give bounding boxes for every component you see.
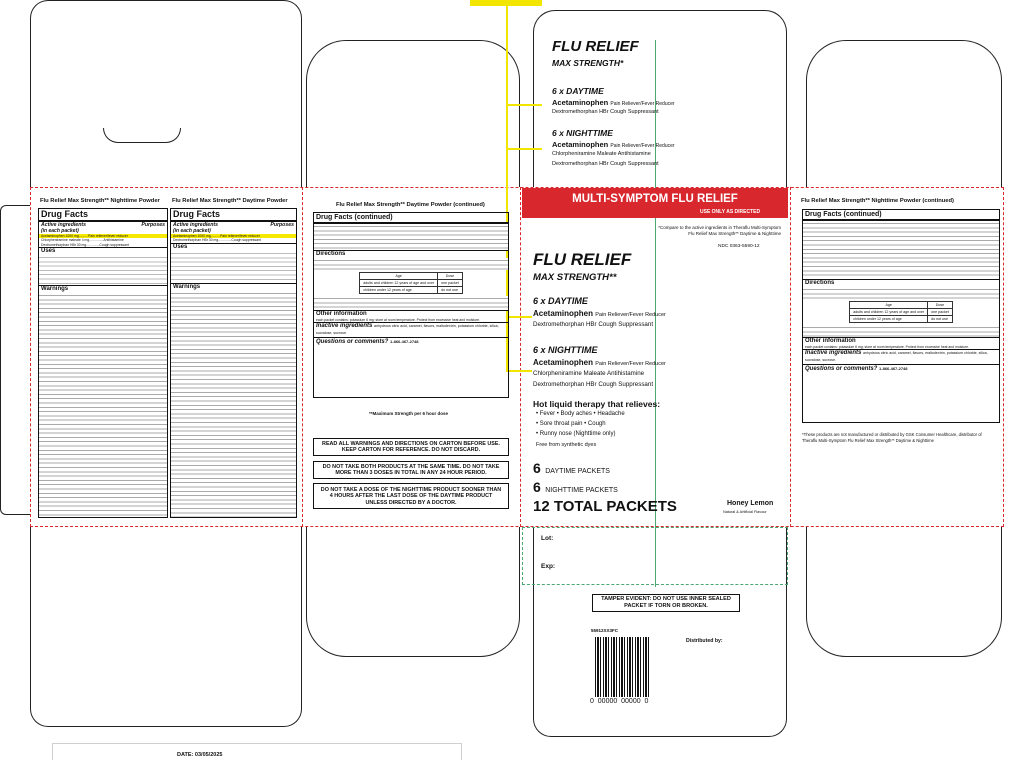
flap-slot [103, 128, 181, 143]
df-active-sub-2: (in each packet) [173, 228, 211, 234]
df-purposes: Purposes [141, 222, 165, 228]
ing-row-2: Chlorpheniramine maleate 4 mg...............Antihistamine [41, 238, 124, 243]
ing-row-1: Acetaminophen 1000 mg..........Pain reliever/fever reducer [39, 234, 167, 238]
mid-bottom-flap [306, 527, 520, 657]
df-directions-2: Directions [803, 279, 999, 287]
distributor-note: *These products are not manufactured or distributed by GSK Consumer Healthcare, distributor of Theraflu Multi-Symptom Flu Relief Max Strength** Daytime & Nighttime [802, 432, 982, 443]
tamper-box: TAMPER EVIDENT: DO NOT USE INNER SEALED PACKET IF TORN OR BROKEN. [592, 594, 740, 612]
inactive2-text: anhydrous citric acid, caramel, flavors, maltodextrin, potassium chloride, silica, sucralose, sucrose. [805, 351, 988, 363]
dose-dose-head: Dose [438, 273, 463, 280]
uses-text-2 [171, 251, 296, 283]
front-dxm-2: Dextromethorphan HBr Cough Suppressant [533, 381, 654, 388]
df-phone-2: 1-866-467-2748 [879, 366, 908, 372]
df-other-2: Other information [803, 337, 999, 345]
df-questions-2: Questions or comments? [805, 366, 878, 373]
warning-box-1: READ ALL WARNINGS AND DIRECTIONS ON CARTON BEFORE USE. KEEP CARTON FOR REFERENCE. DO NOT DISCARD. [313, 438, 509, 456]
front-day: 6 x DAYTIME [533, 296, 588, 306]
df-active: Active ingredients [41, 222, 86, 228]
warnings-text-2 [171, 291, 296, 518]
uses-text [39, 255, 167, 285]
df-other: Other information [314, 310, 508, 318]
lot-label: Lot: [541, 535, 554, 542]
daytime-drug-facts [170, 208, 297, 518]
directions2-text-2 [803, 325, 999, 337]
callout-line-4 [506, 370, 532, 372]
nighttime-df-continued [802, 209, 1000, 423]
df-active-sub: (in each packet) [41, 228, 79, 234]
day-ing-row-1: Acetaminophen 1000 mg..........Pain reliever/fever reducer [171, 234, 296, 238]
panel1-title: Flu Relief Max Strength** Nighttime Powder [40, 198, 160, 204]
front-brand: FLU RELIEF [533, 250, 632, 269]
max-strength-note: **Maximum Strength per 6 hour dose [369, 411, 449, 416]
total-packets: 12 TOTAL PACKETS [533, 498, 677, 515]
symptom-2: • Sore throat pain • Cough [536, 421, 606, 427]
df-purposes-2: Purposes [270, 222, 294, 228]
front-band-title: MULTI-SYMPTOM FLU RELIEF [572, 193, 738, 205]
top-acet-2: Acetaminophen Pain Reliever/Fever Reducer [552, 140, 675, 149]
directions2-text [803, 287, 999, 299]
symptom-1: • Fever • Body aches • Headache [536, 411, 625, 417]
panel3-title: Flu Relief Max Strength** Daytime Powder (continued) [336, 202, 485, 208]
daytime-df-continued [313, 212, 509, 398]
warning-box-3: DO NOT TAKE A DOSE OF THE NIGHTTIME PRODUCT SOONER THAN 4 HOURS AFTER THE LAST DOSE OF THE DAYTIME PRODUCT UNLESS DIRECTED BY A DOCTOR. [313, 483, 509, 509]
front-compare: *Compare to the active ingredients in Theraflu Multi-Symptom Flu Relief Max Strength** Daytime & Nighttime [658, 225, 781, 236]
panel5-title: Flu Relief Max Strength** Nighttime Powder (continued) [801, 198, 954, 204]
nighttime-drug-facts [38, 208, 168, 518]
df-title-cont-2: Drug Facts (continued) [803, 210, 999, 221]
directions-text-2 [314, 296, 508, 310]
day-packets: 6 DAYTIME PACKETS [533, 460, 610, 476]
top-dxm: Dextromethorphan HBr Cough Suppressant [552, 109, 659, 115]
df-uses: Uses [39, 247, 167, 255]
night-packets: 6 NIGHTTIME PACKETS [533, 479, 618, 495]
front-free: Free from synthetic dyes [536, 442, 597, 448]
dose2-age-head: Age [850, 302, 928, 309]
questions-row [314, 337, 508, 346]
fold-line-2 [520, 187, 521, 527]
date-label: DATE: 03/05/2025 [177, 752, 223, 758]
dose-age-1: adults and children 12 years of age and over [360, 280, 438, 287]
inactive-text: anhydrous citric acid, caramel, flavors, maltodextrin, potassium chloride, silica, sucralose, sucrose. [316, 324, 499, 336]
front-night: 6 x NIGHTTIME [533, 345, 598, 355]
df-title-2: Drug Facts [171, 209, 296, 222]
warnings-text [39, 293, 167, 518]
dose-dose-2: do not use [438, 287, 463, 294]
right-top-flap [806, 40, 1002, 187]
df-title: Drug Facts [39, 209, 167, 222]
side-tab-left [0, 205, 34, 515]
left-top-flap [30, 0, 302, 187]
dose2-age-1: adults and children 12 years of age and over [850, 309, 928, 316]
mid-top-flap [306, 40, 520, 187]
ing-row-3: Dextromethorphan HBr 30 mg..............Cough suppressant [41, 242, 129, 247]
inactive-row [314, 322, 508, 337]
front-ndc: NDC 0363-5590-12 [718, 244, 760, 249]
left-bottom-flap [30, 527, 302, 727]
item-code: 55912XX3FC [591, 628, 619, 633]
dose2-dose-1: one packet [928, 309, 953, 316]
exp-label: Exp: [541, 563, 556, 570]
dose2-dose-2: do not use [928, 316, 953, 323]
top-strength: MAX STRENGTH* [552, 58, 624, 68]
fold-line-1 [302, 187, 303, 527]
cont-warn-text [314, 224, 508, 250]
front-strength: MAX STRENGTH** [533, 272, 617, 283]
top-night: 6 x NIGHTTIME [552, 128, 613, 138]
front-chlor: Chlorpheniramine Maleate Antihistamine [533, 370, 645, 377]
front-dxm-1: Dextromethorphan HBr Cough Suppressant [533, 321, 654, 328]
inactive-row-2 [803, 349, 999, 364]
df-phone: 1-866-467-2748 [390, 339, 419, 345]
right-bottom-flap [806, 527, 1002, 657]
df-title-cont: Drug Facts (continued) [314, 213, 508, 224]
barcode-digits: 0 00000 00000 0 [590, 698, 649, 705]
fold-line-3 [790, 187, 791, 527]
barcode [595, 637, 649, 697]
warning-box-2: DO NOT TAKE BOTH PRODUCTS AT THE SAME TIME. DO NOT TAKE MORE THAN 3 DOSES IN TOTAL IN ANY 24 HOUR PERIOD. [313, 461, 509, 479]
top-chlor: Chlorpheniramine Maleate Antihistamine [552, 151, 651, 157]
dose-dose-1: one packet [438, 280, 463, 287]
flavor: Honey Lemon [727, 500, 774, 507]
dose2-age-2: children under 12 years of age [850, 316, 928, 323]
questions-row-2 [803, 364, 999, 373]
df-warnings: Warnings [39, 285, 167, 293]
day-ing-row-2: Dextromethorphan HBr 30 mg..............Cough suppressant [173, 238, 261, 243]
df-active-2: Active ingredients [173, 222, 218, 228]
panel2-title: Flu Relief Max Strength** Daytime Powder [172, 198, 288, 204]
callout-line-3 [506, 316, 532, 318]
df-inactive-2: Inactive ingredients [805, 350, 862, 357]
other2-text: each packet contains: potassium 6 mg; store at room temperature. Protect from excessive heat and moisture. [805, 345, 969, 349]
flavor-sub: Natural & Artificial Flavour [723, 510, 767, 514]
dose-table [359, 272, 463, 294]
df-questions: Questions or comments? [316, 339, 389, 346]
callout-line-2 [506, 148, 542, 150]
df-uses-2: Uses [171, 243, 296, 251]
top-day: 6 x DAYTIME [552, 86, 604, 96]
top-acet-1: Acetaminophen Pain Reliever/Fever Reducer [552, 98, 675, 107]
symptom-3: • Runny nose (Nighttime only) [536, 431, 616, 437]
df-inactive: Inactive ingredients [316, 323, 373, 330]
directions-text [314, 258, 508, 270]
dose-age-2: children under 12 years of age [360, 287, 438, 294]
green-guide-box [522, 527, 788, 585]
df-directions: Directions [314, 250, 508, 258]
dose-age-head: Age [360, 273, 438, 280]
distributed-by: Distributed by: [686, 638, 723, 644]
callout-line-1 [506, 104, 542, 106]
front-acet-1: Acetaminophen Pain Reliever/Fever Reducer [533, 309, 666, 318]
front-hot: Hot liquid therapy that relieves: [533, 399, 661, 409]
other-text: each packet contains: potassium 6 mg; store at room temperature. Protect from excessive heat and moisture. [316, 318, 480, 322]
dose-table-2 [849, 301, 953, 323]
front-band-sub: USE ONLY AS DIRECTED [700, 209, 761, 215]
top-brand: FLU RELIEF [552, 38, 639, 55]
date-box [52, 743, 462, 760]
dose2-dose-head: Dose [928, 302, 953, 309]
front-acet-2: Acetaminophen Pain Reliever/Fever Reducer [533, 358, 666, 367]
cont2-warn-text [803, 221, 999, 279]
top-dxm-2: Dextromethorphan HBr Cough Suppressant [552, 161, 659, 167]
df-warnings-2: Warnings [171, 283, 296, 291]
